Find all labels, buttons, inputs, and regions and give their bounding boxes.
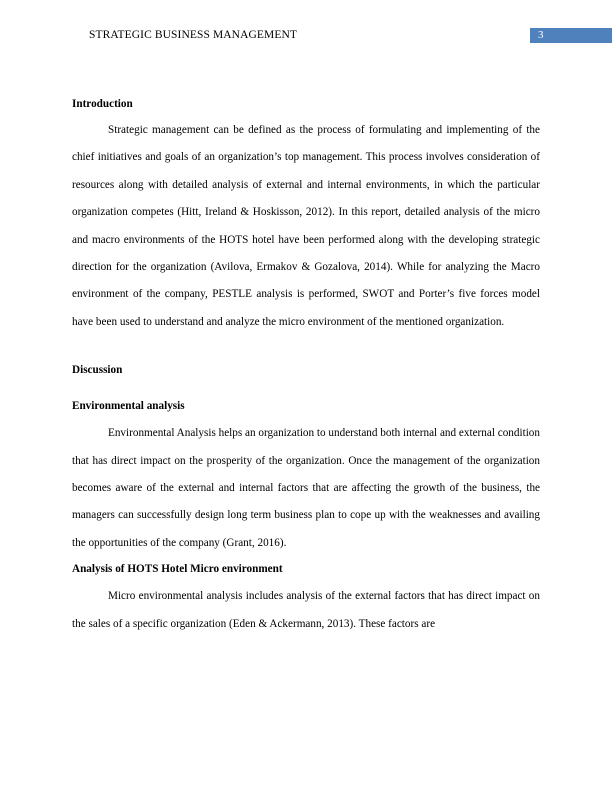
environmental-analysis-paragraph: Environmental Analysis helps an organization to understand both internal and external condition that has direct impact on the prosperity of the organization. Once the management of the organization becomes aware of the external and internal factors that are affecting the growth of the business, the managers can successfully design long term business plan to cope up with the weaknesses and availing the opportunities of the company (Grant, 2016). xyxy=(72,427,540,549)
introduction-paragraph: Strategic management can be defined as the process of formulating and implementing of the chief initiatives and goals of an organization’s top management. This process involves consideration of resources along with detailed analysis of external and internal environments, in which the particular organization competes (Hitt, Ireland & Hoskisson, 2012). In this report, detailed analysis of the micro and macro environments of the HOTS hotel have been performed along with the developing strategic direction for the organization (Avilova, Ermakov & Gozalova, 2014). While for analyzing the Macro environment of the company, PESTLE analysis is performed, SWOT and Porter’s five forces model have been used to understand and analyze the micro environment of the mentioned organization. xyxy=(72,124,540,328)
micro-environment-heading: Analysis of HOTS Hotel Micro environment xyxy=(72,563,283,576)
environmental-analysis-heading: Environmental analysis xyxy=(72,400,185,413)
document-body xyxy=(72,96,540,638)
introduction-heading: Introduction xyxy=(72,98,133,110)
page-number-box xyxy=(530,28,612,43)
micro-environment-paragraph: Micro environmental analysis includes analysis of the external factors that has direct impact on the sales of a specific organization (Eden & Ackermann, 2013). These factors are xyxy=(72,590,540,630)
page-number: 3 xyxy=(538,29,544,41)
running-head: STRATEGIC BUSINESS MANAGEMENT xyxy=(89,29,297,41)
discussion-heading: Discussion xyxy=(72,364,123,377)
